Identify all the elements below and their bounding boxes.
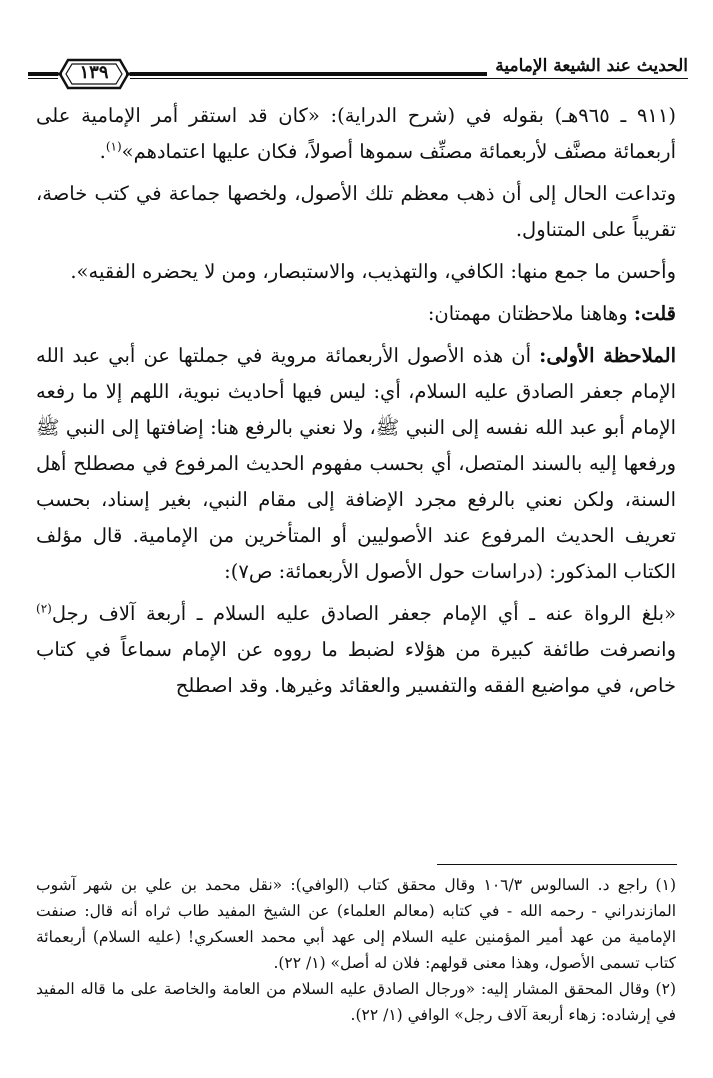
paragraph-5-lead: الملاحظة الأولى: xyxy=(539,344,676,367)
footnote-2: (٢) وقال المحقق المشار إليه: «ورجال الصادق عليه السلام من العامة والخاصة على ما قاله المفيد في إرشاده: زهاء أربعة آلاف رجل» الوافي (١/ ٢٢). xyxy=(36,980,676,1024)
footnote-ref-2: (٢) xyxy=(36,601,52,616)
paragraph-4-lead: قلت: xyxy=(633,302,676,325)
paragraph-5 xyxy=(36,338,676,590)
paragraph-3: وأحسن ما جمع منها: الكافي، والتهذيب، والاستبصار، ومن لا يحضره الفقيه». xyxy=(70,260,676,283)
page-number-badge xyxy=(58,54,130,94)
paragraph-4-text: وهاهنا ملاحظتان مهمتان: xyxy=(427,302,628,325)
paragraph-1-text: (٩١١ ـ ٩٦٥هـ) بقوله في (شرح الدراية): «كان قد استقر أمر الإمامية على أربعمائة مصنَّف لأربعمائة مصنِّف سموها أصولاً، فكان عليها اعتمادهم» xyxy=(36,104,676,163)
paragraph-1-end: . xyxy=(99,140,106,163)
footnote-ref-1: (١) xyxy=(105,139,122,154)
paragraph-6 xyxy=(36,596,676,704)
paragraph-6-text-b: وانصرفت طائفة كبيرة من هؤلاء لضبط ما رووه عن الإمام سماعاً في كتاب خاص، في مواضيع الفقه والتفسير والعقائد وغيرها. وقد اصطلح xyxy=(36,638,676,697)
footnote-1: (١) راجع د. السالوس ١٠٦/٣ وقال محقق كتاب (الوافي): «نقل محمد بن علي بن شهر آشوب المازندراني - رحمه الله - في كتابه (معالم العلماء) عن الشيخ المفيد طاب ثراه أنه قال: صنفت الإمامية من عهد أمير المؤمنين عليه السلام إلى عهد أبي محمد العسكري! (عليه السلام) أربعمائة كتاب تسمى الأصول، وهذا معنى قولهم: فلان له أصل» (١/ ٢٢). xyxy=(36,876,676,972)
paragraph-5-text: أن هذه الأصول الأربعمائة مروية في جملتها عن أبي عبد الله الإمام جعفر الصادق عليه السلام، أي: ليس فيها أحاديث نبوية، اللهم إلا ما رفعه الإمام أبو عبد الله نفسه إلى النبي ﷺ، ولا نعني بالرفع هنا: إضافتها إلى النبي ﷺ ورفعها إليه بالسند المتصل، أي بحسب مفهوم الحديث المرفوع في مصطلح أهل السنة، ولكن نعني بالرفع مجرد الإضافة إلى مقام النبي، بغير إسناد، بحسب تعريف الحديث المرفوع عند الأصوليين أو المتأخرين من الإمامية. قال مؤلف الكتاب المذكور: (دراسات حول الأصول الأربعمائة: ص٧): xyxy=(36,344,676,583)
page-number: ١٣٩ xyxy=(79,62,109,83)
page-header xyxy=(28,54,688,94)
footnotes xyxy=(36,872,676,1028)
running-title: الحديث عند الشيعة الإمامية xyxy=(487,56,688,76)
paragraph-2: وتداعت الحال إلى أن ذهب معظم تلك الأصول، ولخصها جماعة في كتب خاصة، تقريباً على المتناول. xyxy=(36,182,676,241)
footnote-separator xyxy=(437,864,677,865)
main-text xyxy=(36,98,676,710)
paragraph-4 xyxy=(36,296,676,332)
paragraph-1 xyxy=(36,98,676,170)
paragraph-6-text-a: «بلغ الرواة عنه ـ أي الإمام جعفر الصادق عليه السلام ـ أربعة آلاف رجل xyxy=(51,602,676,625)
